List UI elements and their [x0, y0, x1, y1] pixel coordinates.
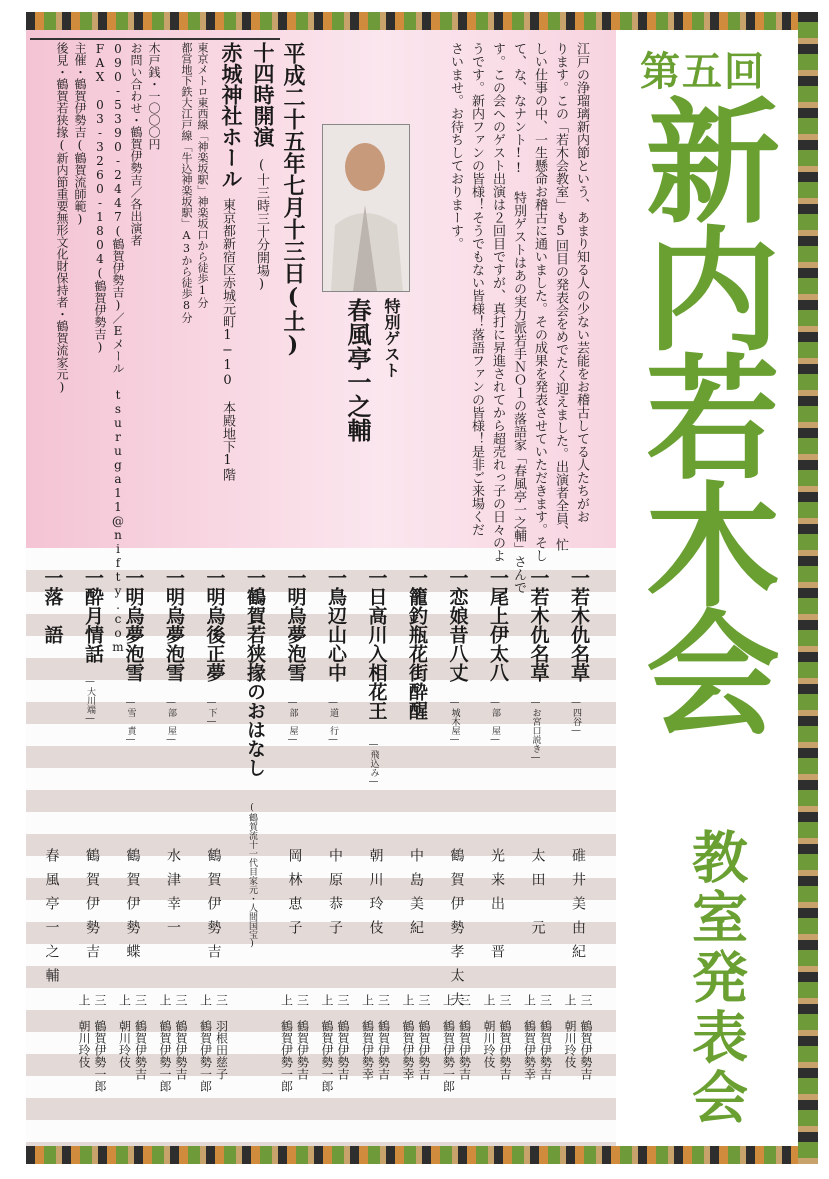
program-performer: 中島美紀 [408, 848, 424, 944]
program-joruri: 上 朝川玲伎 [117, 994, 132, 1068]
program-joruri: 上 朝川玲伎 [563, 994, 577, 1068]
info-supervisor: 後見・鶴賀若狭掾(新内節重要無形文化財保持者・鶴賀流家元) [55, 42, 69, 394]
program-performer: 中原恭子 [327, 848, 343, 944]
program-performer: 鶴賀伊勢蝶 [124, 848, 141, 968]
program-shamisen: 三 鶴賀伊勢吉 [295, 994, 310, 1080]
program-subtitle: ―お宮口説き― [530, 698, 541, 763]
event-address: 東京都新宿区赤城元町1−10 本殿地下1階 [220, 198, 235, 481]
program-title: 一明烏夢泡雪 [284, 568, 307, 682]
program-shamisen: 三 鶴賀伊勢吉 [133, 994, 148, 1080]
intro-line-1: 江戸の浄瑠璃新内節という、あまり知る人の少ない芸能をお稽古してる人たちがお [574, 42, 589, 523]
program-shamisen: 三 鶴賀伊勢吉 [417, 994, 431, 1080]
program-title: 一日高川入相花王 [365, 568, 388, 720]
program-title: 一明烏夢泡雪 [163, 568, 185, 682]
program-performer: 鶴賀伊勢孝太夫 [448, 848, 465, 1016]
main-title: 新内若木会 [624, 92, 782, 732]
program-subtitle: ―道 行― [328, 698, 338, 745]
intro-line-3: しい仕事の中、一生懸命お稽古に通いました。その成果を発表させていただきます。そし [532, 42, 547, 562]
program-performer: 鶴賀伊勢吉 [205, 848, 222, 968]
program-joruri: 上 鶴賀伊勢一郎 [198, 994, 213, 1092]
event-access-1: 東京メトロ東西線「神楽坂駅」神楽坂口から徒歩1分 [196, 42, 209, 308]
program-joruri: 上 鶴賀伊勢幸 [360, 994, 375, 1080]
program-title: 一恋娘昔八丈 [446, 568, 469, 682]
edition-label: 第五回 [640, 48, 766, 95]
program-shamisen: 三 鶴賀伊勢吉 [498, 994, 512, 1080]
intro-line-5: す。この会へのゲスト出演は２回目ですが、真打に昇進されてから超売れっ子の日々のよ [490, 42, 505, 562]
program-subtitle: ―部 屋― [287, 698, 298, 745]
program-shamisen: 三 鶴賀伊勢吉 [336, 994, 350, 1080]
program-title: 一鶴賀若狭掾のおはなし [244, 568, 266, 777]
program-subtitle: ―大川端― [85, 677, 95, 724]
program-shamisen: 三 鶴賀伊勢吉 [174, 994, 188, 1080]
program-joruri: 上 朝川玲伎 [482, 994, 496, 1068]
program-title: 一鳥辺山心中 [325, 568, 347, 682]
program-subtitle: ―部 屋― [490, 698, 500, 745]
guest-photo [322, 124, 410, 292]
program-joruri: 上 鶴賀伊勢一郎 [441, 994, 456, 1092]
program-title: 一若木仇名草 [527, 568, 550, 682]
guest-portrait-image [323, 125, 409, 291]
program-performer: 鶴賀伊勢吉 [84, 848, 100, 968]
intro-line-2: ります。この「若木会教室」も5回目の発表会をめでたく迎えました。出演者全員、忙 [553, 42, 568, 551]
info-divider [30, 38, 280, 40]
program-performer: 太田 元 [529, 848, 546, 944]
intro-line-6: うです。新内ファンの皆様！そうでもない皆様！落語ファンの皆様！是非ご来場くだ [469, 42, 484, 536]
program-shamisen: 三 鶴賀伊勢吉 [579, 994, 593, 1080]
intro-line-4: て、な、なナント!! 特別ゲストはあの実力派若手ＮＯ１の落語家「春風亭一之輔」さんで [511, 42, 526, 594]
program-joruri: 上 鶴賀伊勢幸 [522, 994, 537, 1080]
program-shamisen: 三 鶴賀伊勢吉 [538, 994, 553, 1080]
program-shamisen: 三 鶴賀伊勢吉 [457, 994, 472, 1080]
program-title: 一酔月情話 [82, 568, 104, 663]
program-subtitle: ―下― [206, 698, 217, 727]
info-phone-email: 090-5390-2447(鶴賀伊勢吉)／Eメール tsuruga11@nifty.com [111, 42, 125, 654]
program-performer: 岡林恵子 [286, 848, 303, 944]
info-inquiry: お問い合わせ・鶴賀伊勢吉／各出演者 [129, 42, 143, 246]
program-joruri: 上 鶴賀伊勢幸 [401, 994, 415, 1080]
intro-line-7: さいませ。お待ちしておりまーす。 [448, 42, 463, 250]
program-shamisen: 三 羽根田慈子 [214, 994, 229, 1080]
info-organizer: 主催・鶴賀伊勢吉(鶴賀流師範) [73, 42, 87, 226]
bottom-border-strip [26, 1146, 800, 1164]
program-subtitle: ―部 屋― [166, 698, 176, 745]
event-time: 十四時開演 [251, 42, 276, 147]
program-shamisen: 三 鶴賀伊勢吉 [376, 994, 391, 1080]
event-doors: (十三時三十分開場) [254, 158, 269, 292]
info-fax: FAX 03-3260-1804(鶴賀伊勢吉) [93, 42, 107, 354]
program-performer: 光来出 晋 [489, 848, 505, 968]
program-joruri: 上 鶴賀伊勢一郎 [320, 994, 334, 1092]
program-performer: 碓井美由紀 [570, 848, 586, 968]
program-shamisen: 三 鶴賀伊勢一郎 [93, 994, 107, 1092]
guest-label: 特別ゲスト [382, 298, 401, 378]
event-date: 平成二十五年七月十三日(土) [280, 42, 306, 358]
event-access-2: 都営地下鉄大江戸線「牛込神楽坂駅」A3から徒歩8分 [180, 42, 193, 323]
program-performer: 水津幸一 [165, 848, 181, 944]
program-title: 一明烏夢泡雪 [122, 568, 145, 682]
program-subtitle: ―四谷― [571, 698, 581, 736]
top-border-strip [26, 12, 800, 30]
program-title: 一若木仇名草 [568, 568, 590, 682]
program-title: 一明烏後正夢 [203, 568, 226, 682]
program-joruri: 上 鶴賀伊勢一郎 [158, 994, 172, 1092]
event-venue: 赤城神社ホール [219, 42, 244, 189]
right-border-strip [798, 12, 818, 1164]
program-title: 一尾上伊太八 [487, 568, 509, 682]
program-subtitle: ―城木屋― [449, 698, 460, 745]
guest-name: 春風亭一之輔 [343, 298, 372, 442]
program-joruri: 上 朝川玲伎 [77, 994, 91, 1068]
sub-title: 教室発表会 [683, 828, 749, 1128]
program-performer: 春風亭一之輔 [43, 848, 60, 992]
program-subtitle: ―飛込み― [368, 740, 379, 787]
program-subtitle: (鶴賀流十一代目家元・人間国宝) [247, 803, 257, 949]
program-performer: 朝川玲伎 [367, 848, 384, 944]
program-joruri: 上 鶴賀伊勢一郎 [279, 994, 294, 1092]
info-admission: 木戸銭・一〇〇〇円 [147, 42, 161, 150]
program-title: 一籠釣瓶花街酔醒 [406, 568, 428, 720]
program-subtitle: ―雪 責― [125, 698, 136, 745]
program-title: 一落 語 [41, 568, 64, 644]
